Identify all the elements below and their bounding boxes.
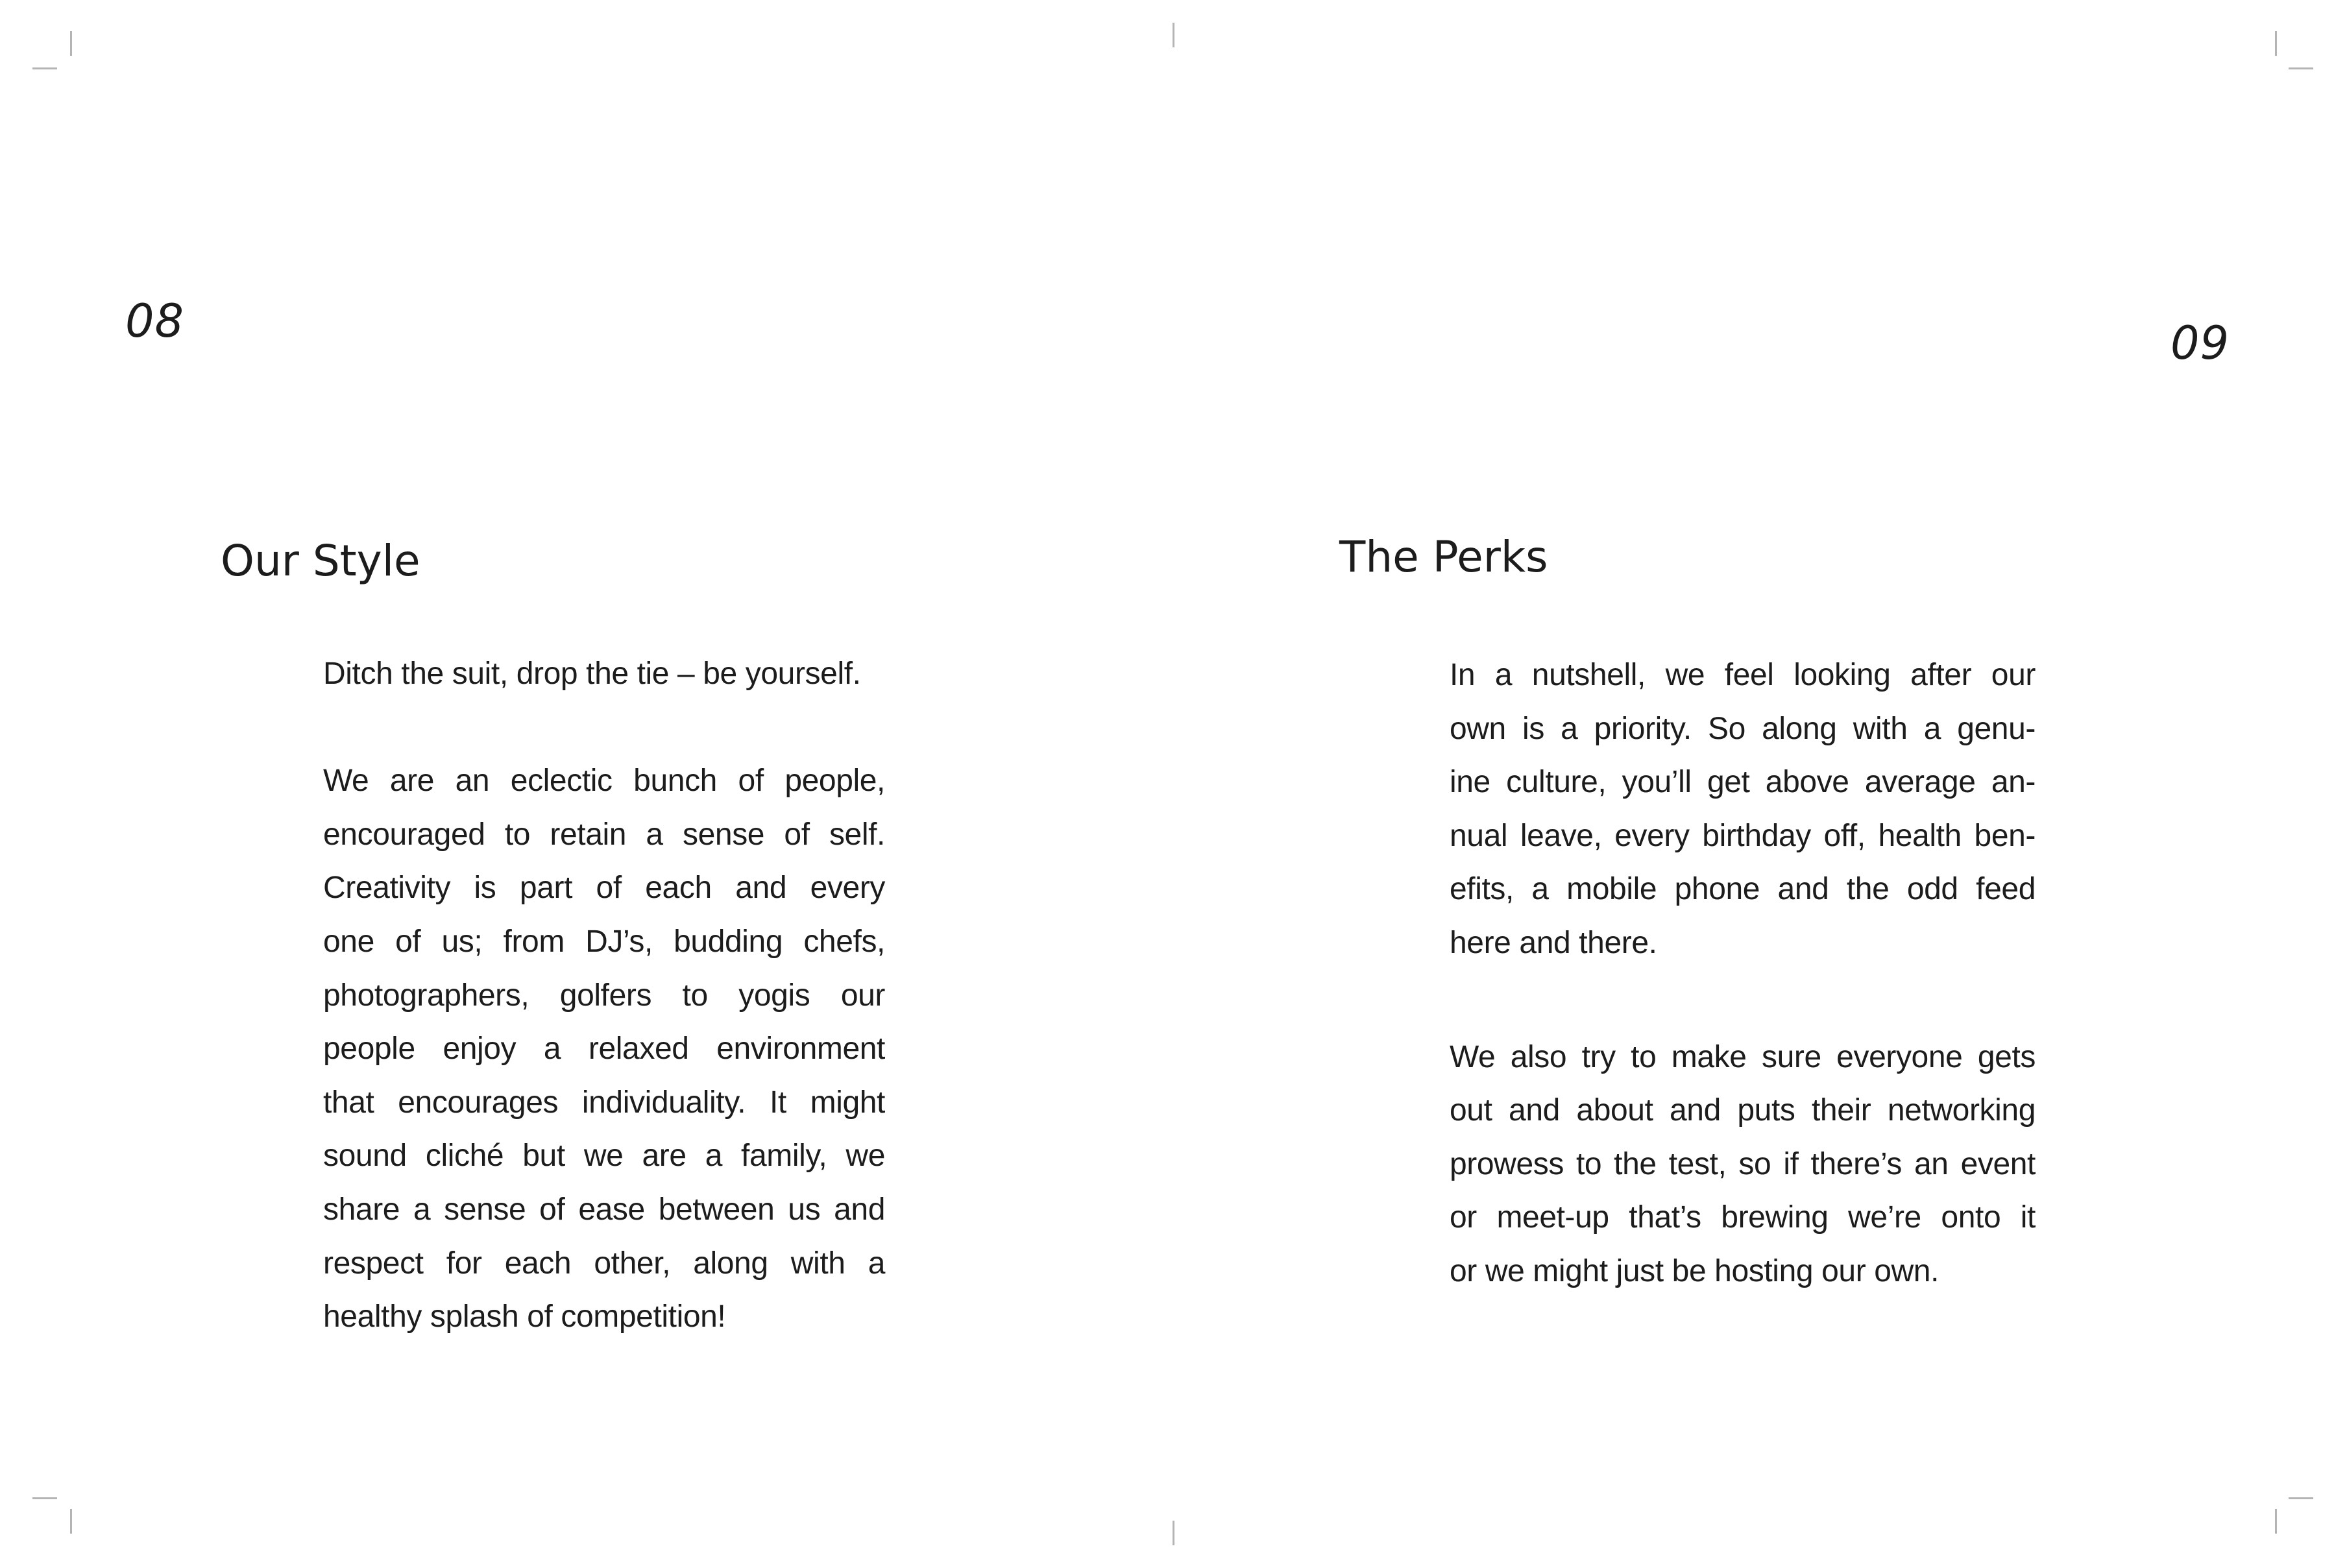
body-line: encouraged to retain a sense of self. — [323, 817, 885, 852]
body-line: respect for each other, along with a — [323, 1246, 885, 1281]
crop-mark — [70, 31, 72, 56]
crop-mark — [32, 1497, 57, 1499]
body-line: or meet-up that’s brewing we’re onto it — [1450, 1200, 2036, 1235]
crop-mark — [2289, 1497, 2313, 1499]
body-line: people enjoy a relaxed environment — [323, 1031, 885, 1067]
body-line: prowess to the test, so if there’s an event — [1450, 1146, 2036, 1181]
crop-mark — [2275, 31, 2277, 56]
body-line: efits, a mobile phone and the odd feed — [1450, 872, 2036, 907]
crop-mark — [2275, 1509, 2277, 1534]
body-line: Creativity is part of each and every — [323, 871, 885, 906]
body-line: photographers, golfers to yogis our — [323, 978, 885, 1013]
body-line: In a nutshell, we feel looking after our — [1450, 658, 2036, 692]
body-line: ine culture, you’ll get above average an- — [1450, 765, 2036, 800]
crop-mark — [2289, 67, 2313, 69]
page-number-right: 09 — [2171, 317, 2230, 370]
body-line: nual leave, every birthday off, health ben- — [1450, 818, 2036, 853]
body-line: or we might just be hosting our own. — [1450, 1253, 1939, 1288]
body-line: sound cliché but we are a family, we — [323, 1139, 885, 1174]
section-heading-the-perks: The Perks — [1339, 532, 1548, 582]
body-line: healthy splash of competition! — [323, 1299, 726, 1334]
crop-mark — [32, 67, 57, 69]
body-line: share a sense of ease between us and — [323, 1192, 885, 1227]
crop-mark — [1173, 1521, 1174, 1545]
body-line: We also try to make sure everyone gets — [1450, 1039, 2036, 1074]
page-number-left: 08 — [125, 295, 185, 348]
body-line: one of us; from DJ’s, budding chefs, — [323, 924, 885, 959]
body-line: here and there. — [1450, 925, 1657, 960]
body-line: out and about and puts their networking — [1450, 1093, 2036, 1128]
crop-mark — [70, 1509, 72, 1534]
the-perks-body — [1450, 649, 2036, 1299]
body-line: own is a priority. So along with a genu- — [1450, 711, 2036, 746]
crop-mark — [1173, 23, 1174, 47]
our-style-body — [323, 647, 885, 1344]
lead-sentence: Ditch the suit, drop the tie – be yourself. — [323, 657, 861, 691]
body-line: that encourages individuality. It might — [323, 1085, 885, 1120]
section-heading-our-style: Our Style — [221, 536, 420, 586]
body-line: We are an eclectic bunch of people, — [323, 764, 885, 799]
